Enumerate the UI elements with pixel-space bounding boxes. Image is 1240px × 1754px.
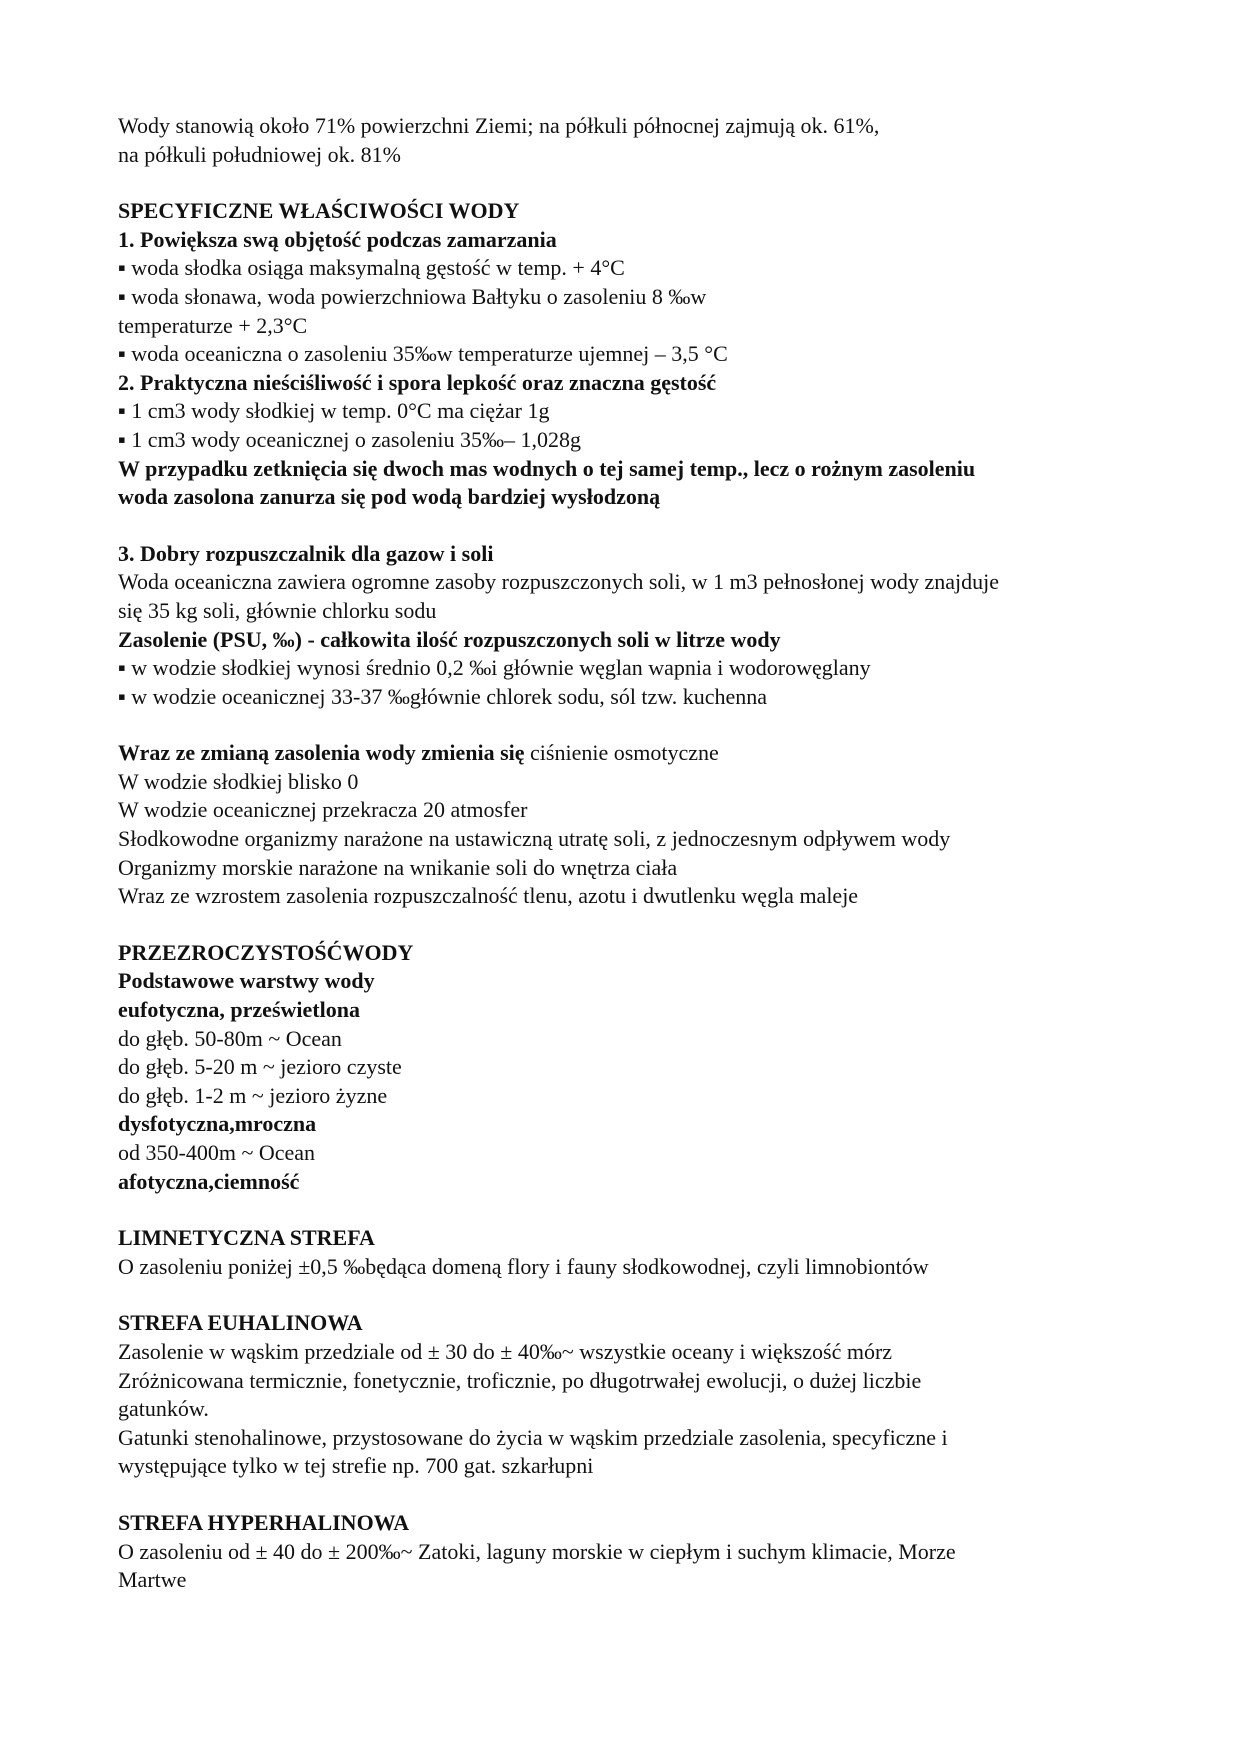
layer-afotyczna: afotyczna,ciemność	[118, 1168, 300, 1194]
point-2-note-line-1: W przypadku zetknięcia się dwoch mas wodnych o tej samej temp., lecz o rożnym zasoleniu	[118, 455, 976, 481]
paragraph-line: Wraz ze wzrostem zasolenia rozpuszczalność tlenu, azotu i dwutlenku węgla maleje	[118, 883, 859, 909]
paragraph-line: W wodzie słodkiej blisko 0	[118, 768, 359, 794]
paragraph-line: W wodzie oceanicznej przekracza 20 atmosfer	[118, 797, 528, 823]
section-heading-limnetyczna: LIMNETYCZNA STREFA	[118, 1225, 375, 1251]
intro-line-2: na półkuli południowej ok. 81%	[118, 141, 401, 167]
bullet-item: ▪ 1 cm3 wody oceanicznej o zasoleniu 35‰– 1,028g	[118, 426, 581, 452]
spacer	[118, 169, 1150, 197]
paragraph-line: Organizmy morskie narażone na wnikanie soli do wnętrza ciała	[118, 854, 678, 880]
paragraph-line: Martwe	[118, 1567, 187, 1593]
paragraph-line: Woda oceaniczna zawiera ogromne zasoby rozpuszczonych soli, w 1 m3 pełnosłonej wody znajduje	[118, 569, 999, 595]
point-3-title: 3. Dobry rozpuszczalnik dla gazow i soli	[118, 540, 494, 566]
bullet-item: ▪ w wodzie słodkiej wynosi średnio 0,2 ‰i głównie węglan wapnia i wodorowęglany	[118, 655, 871, 681]
depth-line: do głęb. 50-80m ~ Ocean	[118, 1025, 342, 1051]
paragraph-line: Gatunki stenohalinowe, przystosowane do życia w wąskim przedziale zasolenia, specyficzne i	[118, 1424, 948, 1450]
layer-eufotyczna: eufotyczna, prześwietlona	[118, 997, 360, 1023]
salinity-definition: Zasolenie (PSU, ‰) - całkowita ilość rozpuszczonych soli w litrze wody	[118, 626, 781, 652]
paragraph-line: Zróżnicowana termicznie, fonetycznie, troficznie, po długotrwałej ewolucji, o dużej liczbie	[118, 1367, 922, 1393]
paragraph-line: się 35 kg soli, głównie chlorku sodu	[118, 597, 437, 623]
spacer	[118, 1196, 1150, 1224]
paragraph-line: Słodkowodne organizmy narażone na ustawiczną utratę soli, z jednoczesnym odpływem wody	[118, 826, 951, 852]
bullet-item: ▪ woda oceaniczna o zasoleniu 35‰w temperaturze ujemnej – 3,5 °C	[118, 341, 728, 367]
paragraph-line: O zasoleniu od ± 40 do ± 200‰~ Zatoki, laguny morskie w ciepłym i suchym klimacie, Morze	[118, 1538, 956, 1564]
spacer	[118, 711, 1150, 739]
subheading-warstwy: Podstawowe warstwy wody	[118, 968, 375, 994]
spacer	[118, 1481, 1150, 1509]
bullet-item-continuation: temperaturze + 2,3°C	[118, 312, 308, 338]
paragraph-line: Zasolenie w wąskim przedziale od ± 30 do ± 40‰~ wszystkie oceany i większość mórz	[118, 1338, 893, 1364]
paragraph-line: O zasoleniu poniżej ±0,5 ‰będąca domeną flory i fauny słodkowodnej, czyli limnobiontów	[118, 1253, 929, 1279]
intro-line-1: Wody stanowią około 71% powierzchni Ziemi; na półkuli północnej zajmują ok. 61%,	[118, 113, 880, 138]
section-heading-przezroczystosc: PRZEZROCZYSTOŚĆWODY	[118, 939, 414, 965]
point-2-title: 2. Praktyczna nieściśliwość i spora lepkość oraz znaczna gęstość	[118, 369, 717, 395]
section-heading-euhalinowa: STREFA EUHALINOWA	[118, 1310, 363, 1336]
depth-line: do głęb. 5-20 m ~ jezioro czyste	[118, 1054, 402, 1080]
paragraph-line: występujące tylko w tej strefie np. 700 gat. szkarłupni	[118, 1453, 594, 1479]
osmotic-lead-rest: ciśnienie osmotyczne	[524, 740, 719, 766]
spacer	[118, 911, 1150, 939]
depth-line: do głęb. 1-2 m ~ jezioro żyzne	[118, 1082, 388, 1108]
bullet-item: ▪ woda słonawa, woda powierzchniowa Bałtyku o zasoleniu 8 ‰w	[118, 283, 707, 309]
spacer	[118, 512, 1150, 540]
depth-line: od 350-400m ~ Ocean	[118, 1140, 316, 1165]
section-heading-specyficzne: SPECYFICZNE WŁAŚCIWOŚCI WODY	[118, 198, 520, 224]
bullet-item: ▪ 1 cm3 wody słodkiej w temp. 0°C ma ciężar 1g	[118, 398, 550, 424]
section-heading-hyperhalinowa: STREFA HYPERHALINOWA	[118, 1509, 410, 1535]
osmotic-lead-bold: Wraz ze zmianą zasolenia wody zmienia się	[118, 740, 525, 766]
bullet-item: ▪ woda słodka osiąga maksymalną gęstość w temp. + 4°C	[118, 255, 625, 281]
osmotic-lead	[118, 739, 1150, 768]
point-1-title: 1. Powiększa swą objętość podczas zamarzania	[118, 226, 557, 252]
spacer	[118, 1281, 1150, 1309]
layer-dysfotyczna: dysfotyczna,mroczna	[118, 1111, 317, 1137]
bullet-item: ▪ w wodzie oceanicznej 33-37 ‰głównie chlorek sodu, sól tzw. kuchenna	[118, 683, 768, 709]
point-2-note-line-2: woda zasolona zanurza się pod wodą bardziej wysłodzoną	[118, 484, 661, 510]
paragraph-line: gatunków.	[118, 1396, 209, 1422]
